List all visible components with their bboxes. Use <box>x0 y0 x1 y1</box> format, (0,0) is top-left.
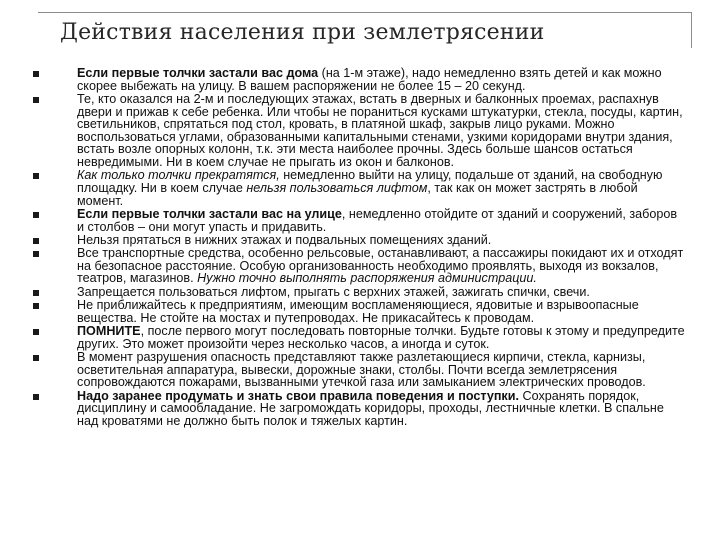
item-text: Сохранять порядок, дисциплину и самообладание. Не загромождать коридоры, проходы, лестничные клетки. В спальне над кроватями не должно быть полок и тяжелых картин. <box>77 388 664 428</box>
list-item <box>26 169 686 207</box>
list-item <box>26 299 686 324</box>
list-item <box>26 234 686 247</box>
item-text: , немедленно отойдите от зданий и сооружений, заборов и столбов – они могут упасть и придавить. <box>77 206 678 234</box>
instruction-list <box>26 67 686 428</box>
list-item <box>26 325 686 350</box>
square-bullet-icon <box>33 394 39 400</box>
list-item <box>26 286 686 299</box>
emphasis-bold-text: Надо заранее продумать и знать свои правила поведения и поступки. <box>77 388 519 403</box>
item-text: Те, кто оказался на 2-м и последующих этажах, встать в дверных и балконных проемах, распахнув двери и прижав к себе ребенка. Или чтобы не пораниться кусками штукатурки, стекла, посуды, картин, светильников, спрятаться под стол, кровать, в платяной шкаф, закрыв лицо руками. Можно воспользоваться углами, образованными капитальными стенами, узкими коридорами внутри здания, встать возле опорных колонн, т.к. эти места наиболее прочны. Здесь больше шансов остаться невредимыми. Ни в коем случае не прыгать из окон и балконов. <box>77 91 683 169</box>
page-title: Действия населения при землетрясении <box>60 20 545 45</box>
list-item <box>26 93 686 169</box>
square-bullet-icon <box>33 97 39 103</box>
item-text: , после первого могут последовать повторные толчки. Будьте готовы к этому и предупредите других. Это может произойти через несколько часов, а иногда и суток. <box>77 324 685 351</box>
square-bullet-icon <box>33 71 39 77</box>
emphasis-bold-text: Если первые толчки застали вас на улице <box>77 206 342 221</box>
item-text: немедленно выйти на улицу, подальше от зданий, на свободную площадку. Ни в коем случае <box>77 168 663 195</box>
list-item <box>26 247 686 285</box>
square-bullet-icon <box>33 251 39 257</box>
square-bullet-icon <box>33 303 39 309</box>
emphasis-bold-text: Если первые толчки застали вас дома <box>77 66 319 80</box>
emphasis-italic-text: Как только толчки прекратятся, <box>77 168 280 183</box>
list-item <box>26 208 686 233</box>
list-item <box>26 351 686 389</box>
item-text: , так как он может застрять в любой момент. <box>77 180 638 208</box>
list-item <box>26 390 686 428</box>
square-bullet-icon <box>33 238 39 244</box>
square-bullet-icon <box>33 212 39 218</box>
item-text: В момент разрушения опасность представляют также разлетающиеся кирпичи, стекла, карнизы, осветительная аппаратура, вывески, дорожные знаки, столбы. Почти всегда землетрясения сопровождаются пожарами, вызванными утечкой газа или замыканием электрических проводов. <box>77 350 646 390</box>
item-text: Не приближайтесь к предприятиям, имеющим воспламеняющиеся, ядовитые и взрывоопасные вещества. Не стойте на мостах и путепроводах. Не прикасайтесь к проводам. <box>77 298 639 325</box>
item-text: Запрещается пользоваться лифтом, прыгать с верхних этажей, зажигать спички, свечи. <box>77 284 590 299</box>
item-text: Все транспортные средства, особенно рельсовые, останавливают, а пассажиры покидают их и отходят на безопасное расстояние. Особую организованность необходимо проявлять, выходя из вокзалов, театров, магазинов. <box>77 246 684 286</box>
emphasis-italic-text: нельзя пользоваться лифтом <box>246 180 428 195</box>
emphasis-bold-text: ПОМНИТЕ <box>77 324 141 339</box>
item-text: (на 1-м этаже), надо немедленно взять детей и как можно скорее выбежать на улицу. В вашем распоряжении не более 15 – 20 секунд. <box>77 66 662 93</box>
square-bullet-icon <box>33 355 39 361</box>
square-bullet-icon <box>33 173 39 179</box>
list-item <box>26 67 686 92</box>
emphasis-italic-text: Нужно точно выполнять распоряжения администрации. <box>197 271 537 286</box>
item-text: Нельзя прятаться в нижних этажах и подвальных помещениях зданий. <box>77 232 492 247</box>
square-bullet-icon <box>33 329 39 335</box>
square-bullet-icon <box>33 290 39 296</box>
